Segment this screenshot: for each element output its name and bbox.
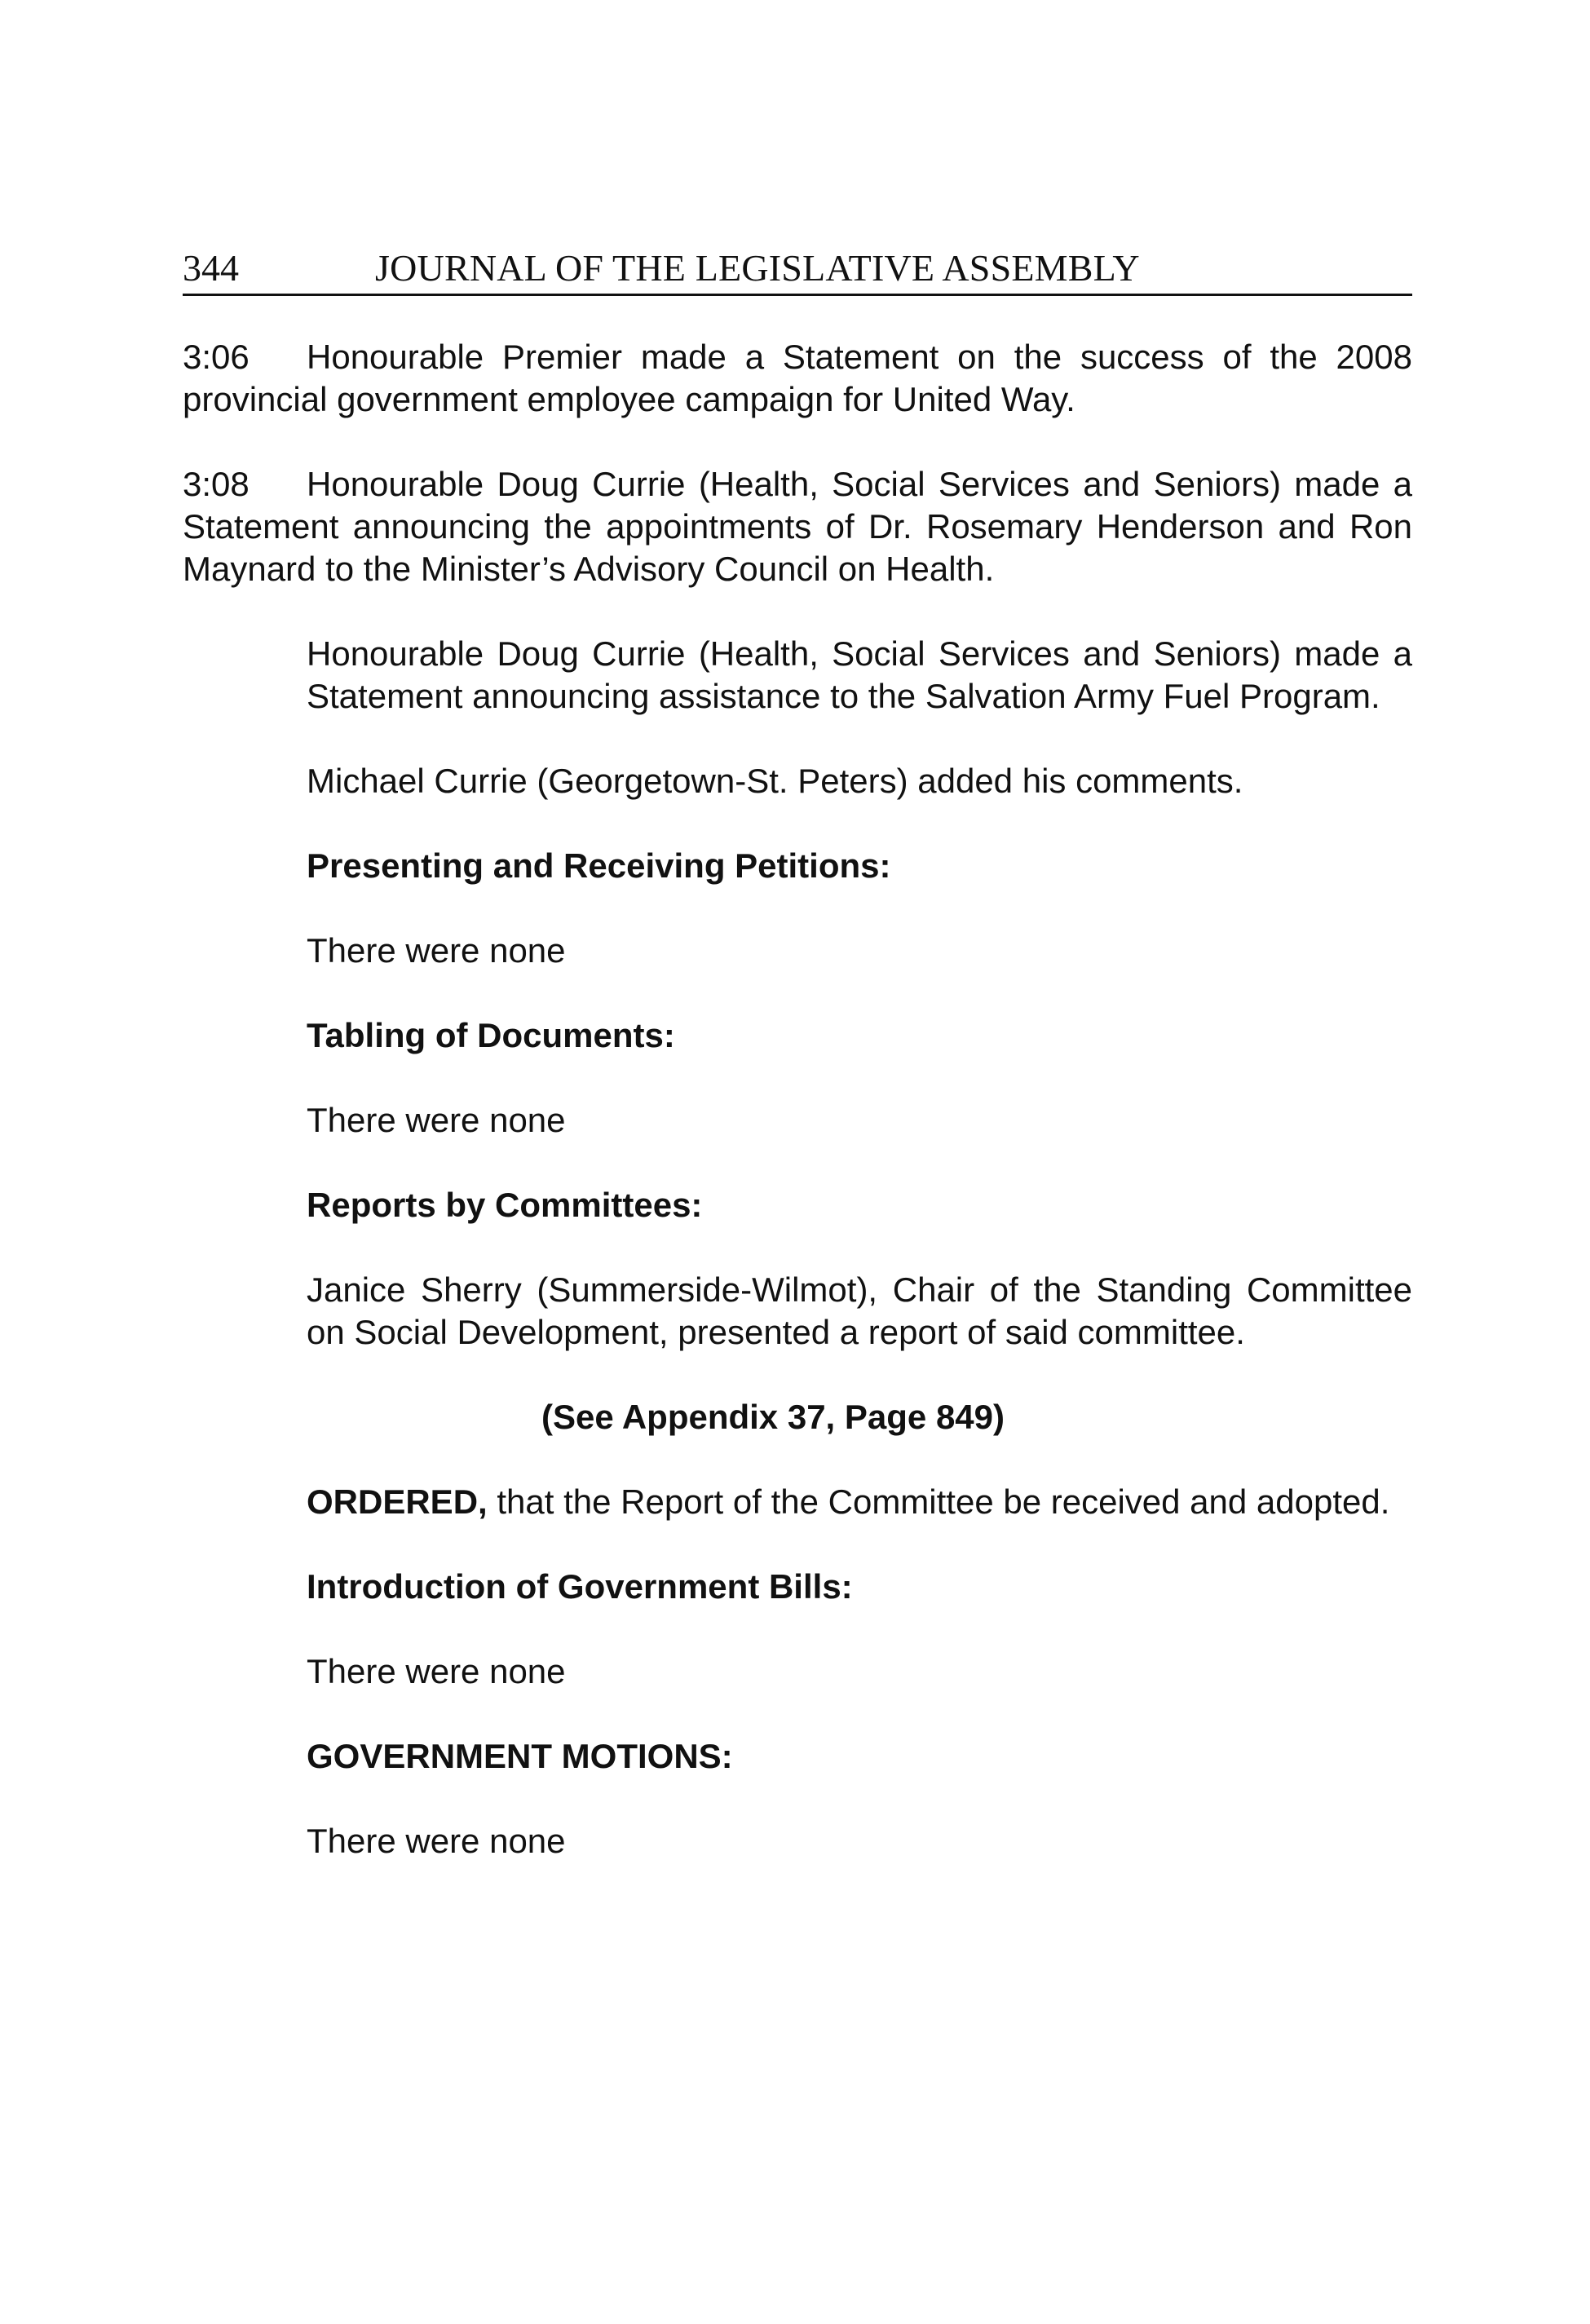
- statement-fuel-program: Honourable Doug Currie (Health, Social Services and Seniors) made a Statement announcing assistance to the Salvation Army Fuel Program.: [307, 634, 1412, 715]
- gov-bills-text: There were none: [307, 1652, 566, 1690]
- comments-paragraph: Michael Currie (Georgetown-St. Peters) added his comments.: [307, 762, 1243, 800]
- gov-bills-heading: Introduction of Government Bills:: [307, 1567, 853, 1606]
- gov-motions-text: There were none: [307, 1822, 566, 1860]
- entry-3-08: [183, 463, 1412, 590]
- entry-text: Honourable Premier made a Statement on the success of the 2008 provincial government employee campaign for United Way.: [183, 338, 1412, 418]
- page-header: [183, 243, 1412, 296]
- entry-time: 3:06: [183, 338, 250, 376]
- journal-title: JOURNAL OF THE LEGISLATIVE ASSEMBLY: [375, 247, 1140, 289]
- entry-3-06: [183, 336, 1412, 421]
- tabling-heading: Tabling of Documents:: [307, 1016, 675, 1054]
- entry-text: Honourable Doug Currie (Health, Social Services and Seniors) made a Statement announcing the appointments of Dr. Rosemary Henderson and Ron Maynard to the Minister’s Advisory Council on Health.: [183, 465, 1412, 588]
- committees-heading: Reports by Committees:: [307, 1186, 703, 1224]
- ordered-paragraph: [307, 1481, 1412, 1523]
- ordered-label: ORDERED,: [307, 1482, 488, 1521]
- committees-text: Janice Sherry (Summerside-Wilmot), Chair of the Standing Committee on Social Development, presented a report of said committee.: [307, 1270, 1412, 1351]
- page-number: 344: [183, 247, 239, 289]
- gov-motions-heading: GOVERNMENT MOTIONS:: [307, 1737, 733, 1775]
- ordered-text: that the Report of the Committee be received and adopted.: [487, 1482, 1390, 1521]
- entry-time: 3:08: [183, 465, 250, 503]
- tabling-text: There were none: [307, 1101, 566, 1139]
- petitions-text: There were none: [307, 931, 566, 970]
- petitions-heading: Presenting and Receiving Petitions:: [307, 846, 891, 885]
- journal-body: [183, 336, 1412, 1905]
- appendix-reference: (See Appendix 37, Page 849): [541, 1398, 1005, 1436]
